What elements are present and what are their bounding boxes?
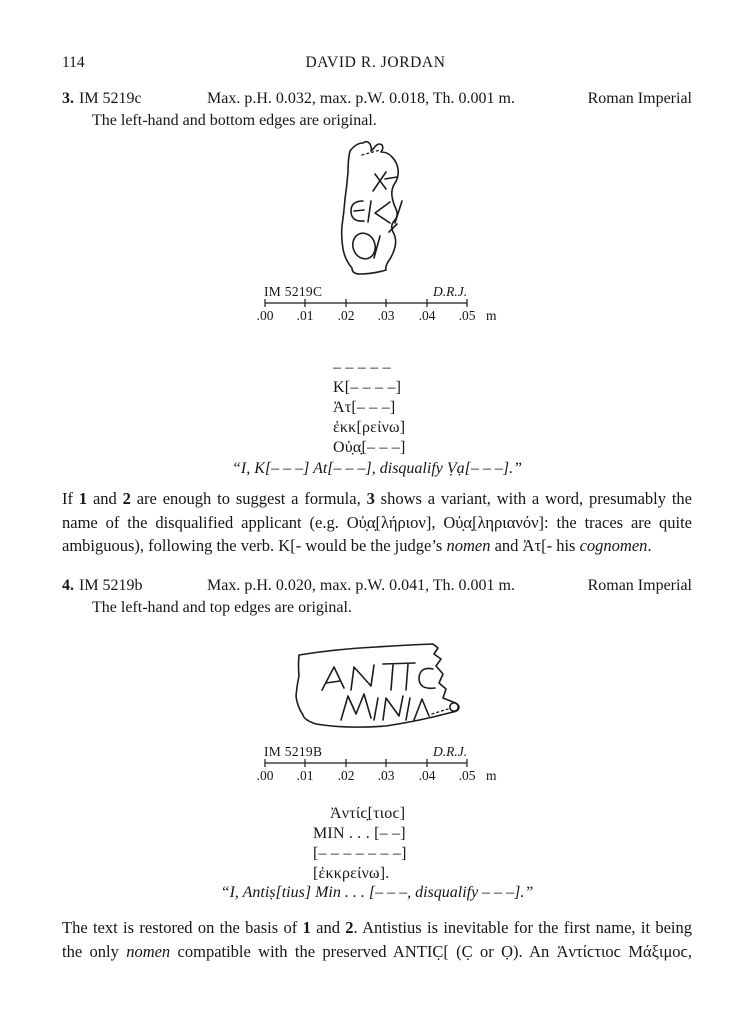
transcription-line: [ἐκκρείνω]. bbox=[313, 865, 390, 882]
entry3-period: Roman Imperial bbox=[587, 90, 692, 107]
text-segment: 1 bbox=[302, 918, 311, 937]
entry3-transcription bbox=[333, 358, 406, 458]
scalebar-unit: m bbox=[486, 768, 497, 783]
text-segment: and Ἀτ[- his bbox=[490, 536, 580, 556]
tick-label: .03 bbox=[377, 768, 395, 783]
paragraph-2 bbox=[62, 916, 692, 963]
tick-label: .01 bbox=[296, 308, 314, 323]
running-head: DAVID R. JORDAN bbox=[305, 54, 446, 71]
text-segment: 2 bbox=[345, 918, 354, 937]
scalebar-im5219b bbox=[250, 744, 502, 788]
entry3-dimensions: Max. p.H. 0.032, max. p.W. 0.018, Th. 0.001 m. bbox=[207, 90, 515, 107]
text-segment: nomen bbox=[446, 536, 491, 556]
tick-label: .05 bbox=[458, 308, 476, 323]
entry4-number: 4. bbox=[62, 577, 74, 594]
text-segment: and bbox=[87, 489, 123, 508]
entry3-number: 3. bbox=[62, 90, 74, 107]
tick-label: .02 bbox=[337, 308, 355, 323]
scalebar-label: IM 5219B bbox=[264, 744, 323, 759]
text-segment: . bbox=[647, 536, 652, 556]
transcription-line: Ἀτ[– – –] bbox=[333, 399, 396, 416]
entry4-period: Roman Imperial bbox=[587, 577, 692, 594]
text-segment: 1 bbox=[78, 489, 88, 508]
tick-label: .02 bbox=[337, 768, 355, 783]
entry4-dimensions: Max. p.H. 0.020, max. p.W. 0.041, Th. 0.001 m. bbox=[207, 577, 515, 594]
text-segment: The text is restored on the basis of bbox=[62, 918, 303, 937]
entry4-id: IM 5219b bbox=[79, 577, 143, 594]
tablet-drawing-im5219b bbox=[286, 636, 474, 738]
tick-label: .04 bbox=[418, 308, 436, 323]
text-segment: shows a variant, with a word, presumably the name of the disqualified applicant (e.g. Οὐ̣α̣[λήριον], Οὐ̣α̣[ληριανόν]: the traces are quite ambiguous), following the verb. Κ[- would be the judge’s bbox=[62, 489, 692, 556]
scalebar-unit: m bbox=[486, 308, 497, 323]
text-segment: nomen bbox=[126, 941, 171, 961]
scalebar-credit: D.R.J. bbox=[433, 284, 468, 299]
text-segment: 2 bbox=[122, 489, 131, 508]
transcription-line: ἐκκ[ρείνω] bbox=[333, 419, 406, 436]
tick-label: .01 bbox=[296, 768, 314, 783]
tick-label: .03 bbox=[377, 308, 395, 323]
scalebar-label: IM 5219C bbox=[264, 284, 323, 299]
entry4-transcription bbox=[313, 804, 407, 884]
transcription-line: Οὐ̣α̣[– – –] bbox=[333, 439, 406, 456]
text-segment: cognomen bbox=[579, 536, 648, 556]
tick-label: .00 bbox=[256, 768, 274, 783]
transcription-line: Κ[– – – –] bbox=[333, 379, 402, 396]
text-segment: If bbox=[62, 489, 79, 508]
transcription-line: Ἀντίϲ̣[τιοϲ] bbox=[330, 805, 406, 822]
transcription-line: – – – – – bbox=[333, 359, 391, 376]
text-segment: . Antistius is inevitable for the first name, it being the only bbox=[62, 918, 693, 961]
tablet-drawing-im5219c bbox=[318, 139, 430, 281]
entry3-note: The left-hand and bottom edges are original. bbox=[92, 112, 377, 129]
entry3-translation: “I, K[– – –] At[– – –], disqualify Ṿạ[– – –].” bbox=[232, 460, 522, 477]
scalebar-im5219c bbox=[250, 284, 502, 328]
entry4-translation: “I, Antiṣ[tius] Min . . . [– – –, disqualify – – –].” bbox=[220, 884, 534, 901]
page-number: 114 bbox=[62, 54, 85, 71]
text-segment: are enough to suggest a formula, bbox=[130, 489, 367, 508]
text-segment: 3 bbox=[366, 489, 375, 508]
text-segment: compatible with the preserved ANTIC̣[ (C̣ or Ọ). An Ἀντίϲτιοϲ Μάξιμοϲ, bbox=[170, 941, 692, 961]
transcription-line: MIN . . . [– –] bbox=[313, 825, 406, 842]
entry3-heading bbox=[62, 90, 142, 108]
entry4-heading bbox=[62, 577, 143, 595]
entry3-id: IM 5219c bbox=[79, 90, 142, 107]
paragraph-1 bbox=[62, 487, 692, 558]
tick-label: .05 bbox=[458, 768, 476, 783]
scalebar-credit: D.R.J. bbox=[433, 744, 468, 759]
tick-label: .04 bbox=[418, 768, 436, 783]
transcription-line: [– – – – – – –] bbox=[313, 845, 407, 862]
tick-label: .00 bbox=[256, 308, 274, 323]
text-segment: and bbox=[310, 918, 346, 937]
entry4-note: The left-hand and top edges are original. bbox=[92, 599, 352, 616]
